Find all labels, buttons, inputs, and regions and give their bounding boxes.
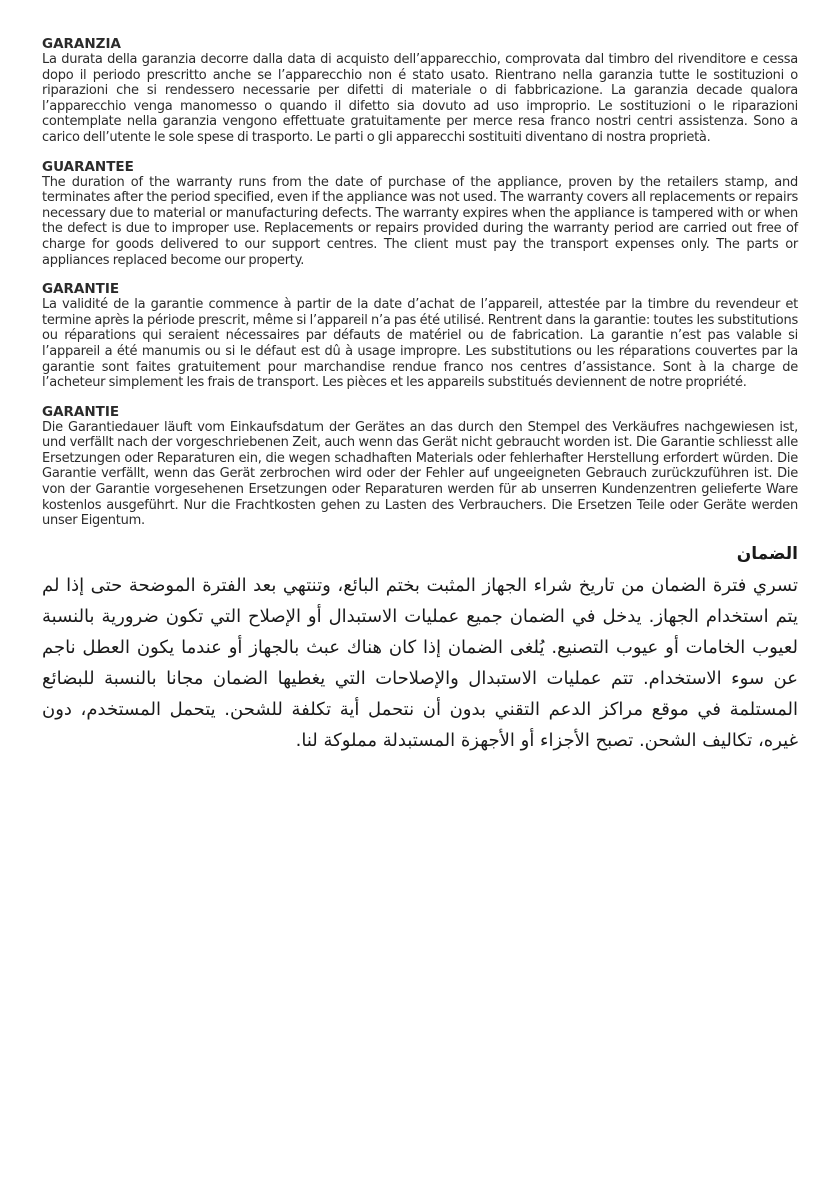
section-german xyxy=(42,404,798,529)
section-italian xyxy=(42,36,798,146)
section-body: تسري فترة الضمان من تاريخ شراء الجهاز المثبت بختم البائع، وتنتهي بعد الفترة الموضحة حتى إذا لم يتم استخدام الجهاز. يدخل في الضمان جميع عمليات الاستبدال أو الإصلاح التي تكون ضرورية بالنسبة لعيوب الخامات أو عيوب التصنيع. يُلغى الضمان إذا كان هناك عبث بالجهاز أو عندما يكون العطل ناجم عن سوء الاستخدام. تتم عمليات الاستبدال والإصلاحات التي يغطيها الضمان مجانا بالنسبة للبضائع المستلمة في موقع مراكز الدعم التقني بدون أن نتحمل أية تكلفة للشحن. يتحمل المستخدم، دون غيره، تكاليف الشحن. تصبح الأجزاء أو الأجهزة المستبدلة مملوكة لنا. xyxy=(42,574,798,751)
section-title: الضمان xyxy=(736,543,798,564)
section-title: GARANTIE xyxy=(42,403,120,420)
section-body: La durata della garanzia decorre dalla data di acquisto dell’apparecchio, comprovata dal timbro del rivenditore e cessa dopo il periodo prescritto anche se l’apparecchio non é stato usato. Rientrano nella garanzia tutte le sostituzioni o riparazioni che si rendessero necessarie per difetti di materiale o di fabbricazione. La garanzia decade qualora l’apparecchio venga manomesso o quando il difetto sia dovuto ad uso improprio. Le sostituzioni o le riparazioni contemplate nella garanzia vengono effettuate gratuitamente per merce resa franco nostri centri assistenza. Sono a carico dell’utente le sole spese di trasporto. Le parti o gli apparecchi sostituiti diventano di nostra proprietà. xyxy=(42,52,798,145)
section-french xyxy=(42,281,798,391)
section-body: Die Garantiedauer läuft vom Einkaufsdatum der Gerätes an das durch den Stempel des Verkäufres nachgewiesen ist, und verfällt nach der vorgeschriebenen Zeit, auch wenn das Gerät nicht gebraucht worden ist. Die Garantie schliesst alle Ersetzungen oder Reparaturen ein, die wegen schadhaften Materials oder fehlerhafter Herstellung erfordert würden. Die Garantie verfällt, wenn das Gerät zerbrochen wird oder der Fehler auf ungeeigneten Gebrauch zurückzuführen ist. Die von der Garantie vorgesehenen Ersetzungen oder Reparaturen werden für ab unserren Kundenzentren gelieferte Ware kostenlos ausgeführt. Nur die Frachtkosten gehen zu Lasten des Verbrauchers. Die Ersetzen Teile oder Geräte werden unser Eigentum. xyxy=(42,419,798,529)
section-body: La validité de la garantie commence à partir de la date d’achat de l’appareil, attestée par la timbre du revendeur et termine après la période prescrit, même si l’appareil n’a pas été utilisé. Rentrent dans la garantie: toutes les substitutions ou réparations qui seraient nécessaires par défauts de matériel ou de fabrication. La garantie n’est pas valable si l’appareil a été manumis ou si le défaut est dû à usage impropre. Les substitutions ou les réparations couvertes par la garantie sont faites gratuitement pour marchandise rendue franco nos centres d’assistance. Sont à la charge de l’acheteur simplement les frais de transport. Les pièces et les appareils substitués deviennent de notre propriété. xyxy=(42,297,798,391)
section-body: The duration of the warranty runs from the date of purchase of the appliance, proven by the retailers stamp, and terminates after the period specified, even if the appliance was not used. The warranty covers all replacements or repairs necessary due to material or manufacturing defects. The warranty expires when the appliance is tampered with or when the defect is due to improper use. Replacements or repairs provided during the warranty period are carried out free of charge for goods delivered to our support centres. The client must pay the transport expenses only. The parts or appliances replaced become our property. xyxy=(42,174,798,268)
section-title: GARANTIE xyxy=(42,281,120,298)
section-english xyxy=(42,159,798,269)
section-title: GARANZIA xyxy=(42,36,121,52)
warranty-page xyxy=(42,36,798,769)
section-title: GUARANTEE xyxy=(42,158,134,175)
section-arabic xyxy=(42,542,798,756)
